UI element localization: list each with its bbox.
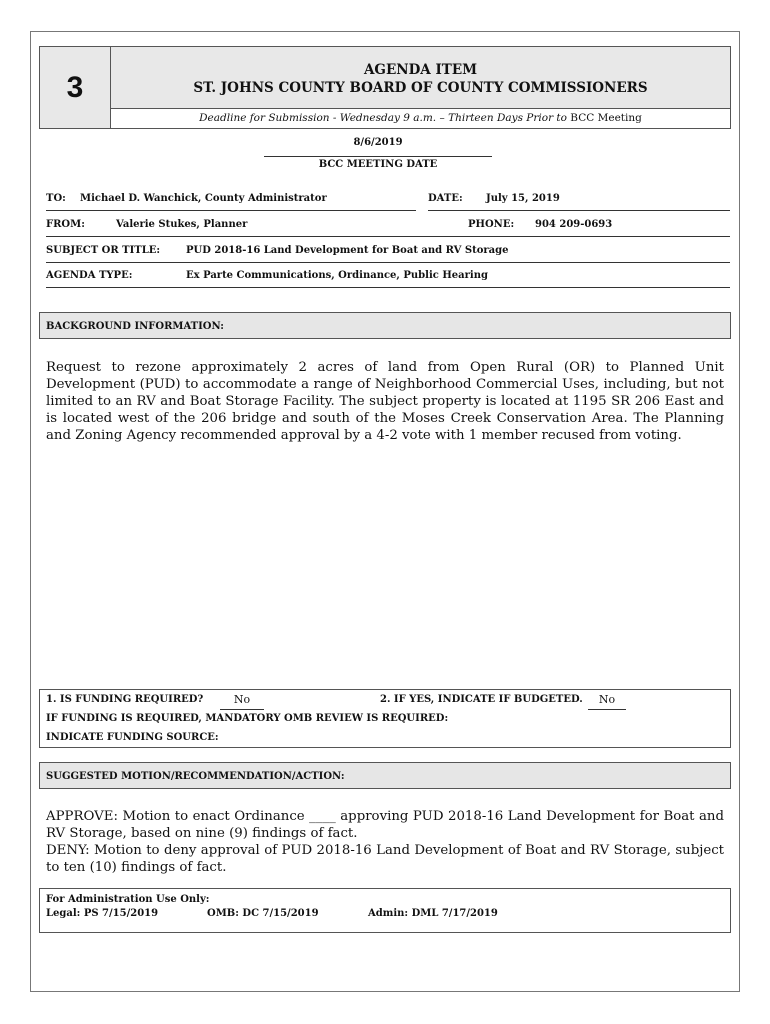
motion-deny: DENY: Motion to deny approval of PUD 2018-16 Land Development of Boat and RV Storage, subject to ten (10) findings of fact. [46,843,724,875]
motion-approve: APPROVE: Motion to enact Ordinance ____ approving PUD 2018-16 Land Development for Boat and RV Storage, based on nine (9) findings of fact. [46,809,724,841]
to-label: TO: [46,193,66,204]
subject-label: SUBJECT OR TITLE: [46,245,161,256]
subject-value: PUD 2018-16 Land Development for Boat and RV Storage [186,245,509,256]
funding-q1-value: No [233,693,251,706]
from-value: Valerie Stukes, Planner [116,219,248,230]
title-board: ST. JOHNS COUNTY BOARD OF COUNTY COMMISSIONERS [193,80,648,96]
meeting-date-label: BCC MEETING DATE [318,159,438,170]
phone-value: 904 209-0693 [535,219,613,230]
agenda-type-underline [46,287,730,288]
subject-underline [46,262,730,263]
background-text: Request to rezone approximately 2 acres of land from Open Rural (OR) to Planned Unit Development (PUD) to accommodate a range of Neighborhood Commercial Uses, including, but not limited to an RV and Boat Storage Facility. The subject property is located at 1195 SR 206 East and is located west of the 206 bridge and south of the Moses Creek Conservation Area. The Planning and Zoning Agency recommended approval by a 4-2 vote with 1 member recused from voting. [46,360,724,443]
deadline-rest: BCC Meeting [566,112,642,124]
header-title [111,47,730,109]
omb-review-note: IF FUNDING IS REQUIRED, MANDATORY OMB REVIEW IS REQUIRED: [46,713,449,724]
motion-heading: SUGGESTED MOTION/RECOMMENDATION/ACTION: [39,762,731,789]
deadline-note [111,109,730,128]
funding-source-label: INDICATE FUNDING SOURCE: [46,732,219,743]
to-underline [46,210,416,211]
deadline-italic: Deadline for Submission - Wednesday 9 a.m. – Thirteen Days Prior to [199,112,567,124]
meeting-date-underline [264,156,492,157]
funding-q2-underline [588,709,626,710]
admin-omb: OMB: DC 7/15/2019 [207,908,319,919]
background-heading: BACKGROUND INFORMATION: [39,312,731,339]
from-underline [46,236,730,237]
meeting-date: 8/6/2019 [353,137,403,148]
funding-q2-label: 2. IF YES, INDICATE IF BUDGETED. [380,694,583,705]
phone-label: PHONE: [468,219,515,230]
agenda-type-value: Ex Parte Communications, Ordinance, Public Hearing [186,270,488,281]
agenda-item-number: 3 [40,47,111,128]
agenda-type-label: AGENDA TYPE: [46,270,133,281]
agenda-header [39,46,731,129]
date-label: DATE: [428,193,463,204]
admin-admin: Admin: DML 7/17/2019 [368,908,498,919]
to-value: Michael D. Wanchick, County Administrator [80,193,327,204]
funding-q1-label: 1. IS FUNDING REQUIRED? [46,694,204,705]
title-agenda-item: AGENDA ITEM [363,62,478,78]
funding-q2-value: No [598,693,616,706]
date-underline [428,210,730,211]
admin-legal: Legal: PS 7/15/2019 [46,908,159,919]
funding-q1-underline [220,709,264,710]
date-value: July 15, 2019 [486,193,560,204]
from-label: FROM: [46,219,85,230]
admin-heading: For Administration Use Only: [46,894,210,905]
